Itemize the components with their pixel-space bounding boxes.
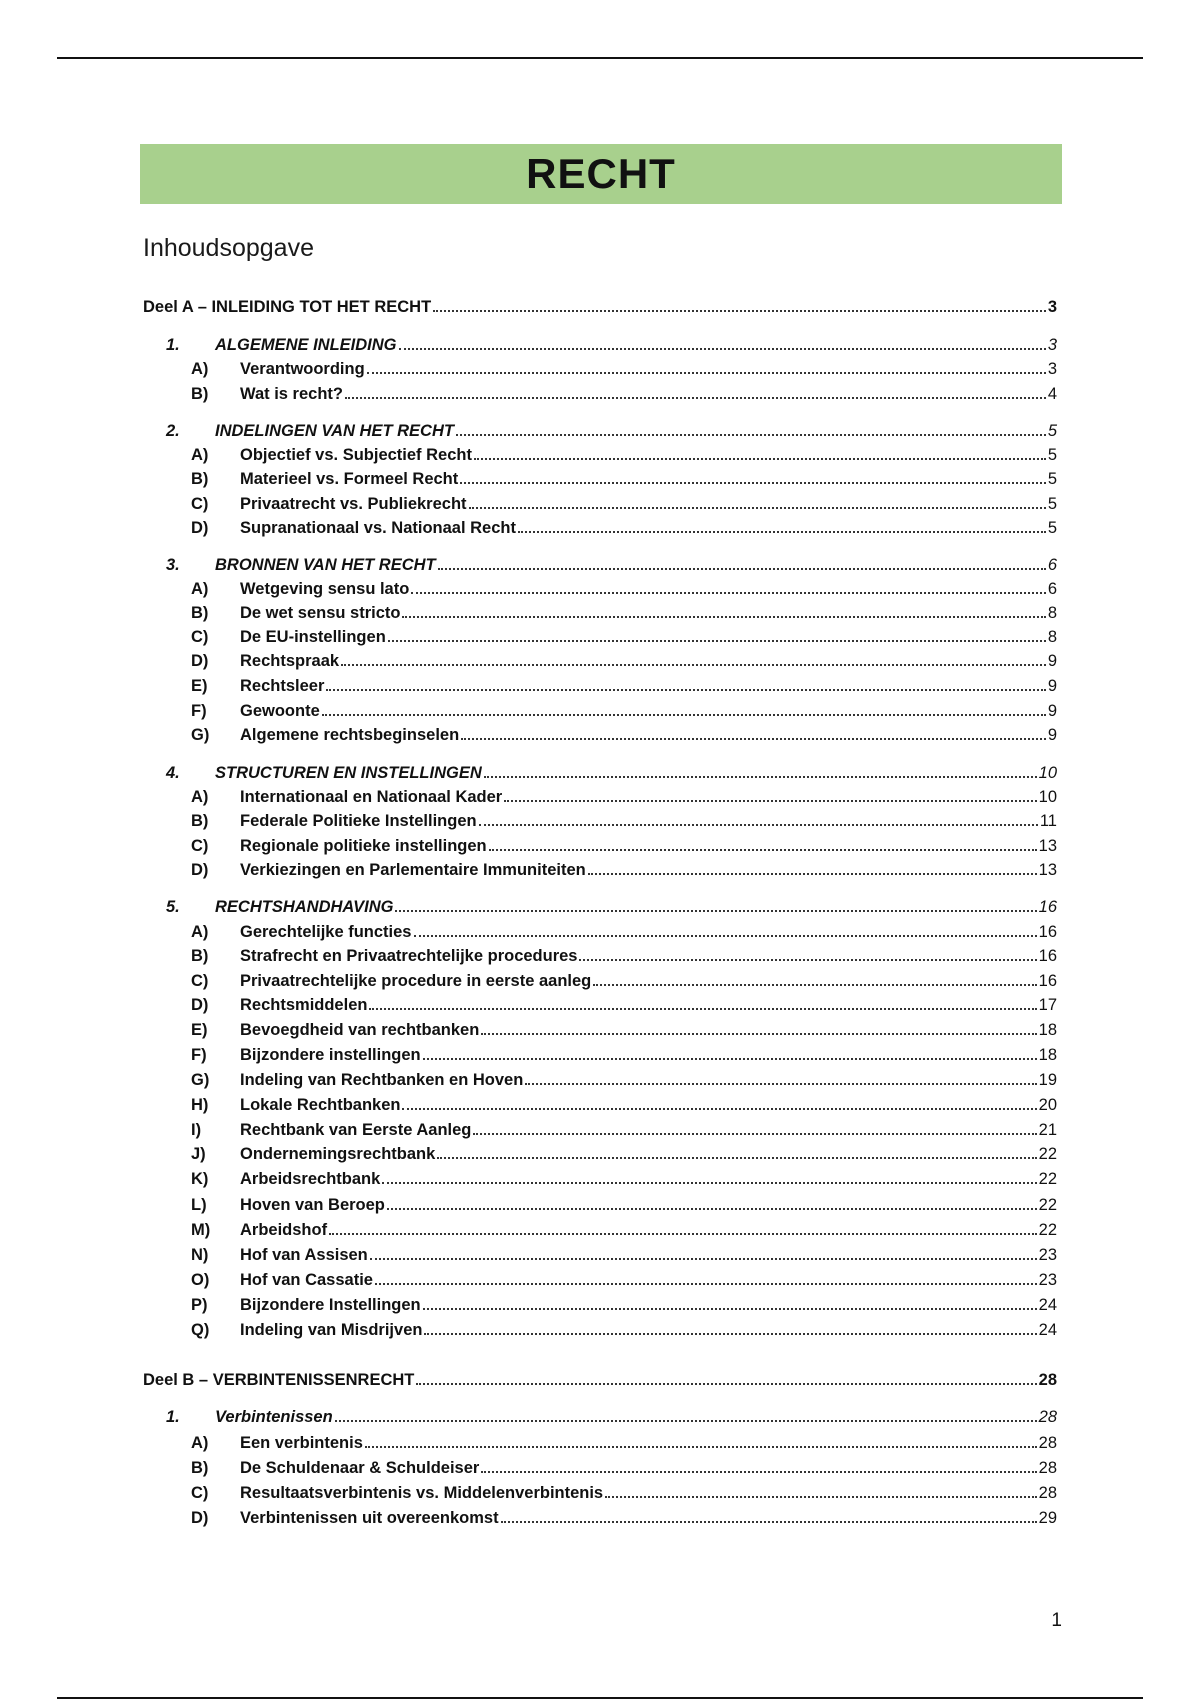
toc-entry-section[interactable] [191, 380, 1057, 404]
toc-entry-number: 2. [166, 422, 180, 440]
toc-dot-leader [341, 663, 1046, 666]
toc-entry-title: BRONNEN VAN HET RECHT [215, 556, 436, 574]
toc-entry-title: Hoven van Beroep [240, 1196, 385, 1214]
toc-entry-title: Arbeidsrechtbank [240, 1170, 381, 1188]
toc-entry-number: B) [191, 947, 209, 965]
toc-entry-section[interactable] [191, 514, 1057, 538]
toc-entry-title: Supranationaal vs. Nationaal Recht [240, 519, 516, 537]
toc-entry-page: 29 [1038, 1509, 1057, 1527]
toc-entry-page: 22 [1038, 1170, 1057, 1188]
toc-entry-number: N) [191, 1246, 209, 1264]
toc-entry-page: 16 [1038, 898, 1057, 916]
toc-entry-title: Hof van Cassatie [240, 1271, 373, 1289]
toc-dot-leader [402, 615, 1045, 618]
toc-entry-section[interactable] [191, 991, 1057, 1015]
toc-entry-section[interactable] [191, 1140, 1057, 1164]
toc-dot-leader [322, 713, 1046, 716]
toc-dot-leader [489, 848, 1037, 851]
toc-entry-chapter[interactable] [166, 417, 1057, 441]
toc-entry-number: O) [191, 1271, 210, 1289]
toc-entry-section[interactable] [191, 1191, 1057, 1215]
toc-dot-leader [460, 481, 1046, 484]
toc-entry-title: Bevoegdheid van rechtbanken [240, 1021, 480, 1039]
toc-entry-section[interactable] [191, 1291, 1057, 1315]
toc-entry-title: Privaatrechtelijke procedure in eerste aanleg [240, 972, 592, 990]
toc-entry-section[interactable] [191, 832, 1057, 856]
toc-entry-page: 21 [1038, 1121, 1057, 1139]
toc-entry-number: E) [191, 677, 208, 695]
toc-dot-leader [525, 1082, 1036, 1085]
toc-entry-number: D) [191, 1509, 209, 1527]
toc-entry-number: D) [191, 652, 209, 670]
toc-entry-page: 8 [1047, 604, 1057, 622]
toc-entry-number: P) [191, 1296, 208, 1314]
toc-entry-number: C) [191, 837, 209, 855]
toc-dot-leader [438, 567, 1046, 570]
page-number: 1 [1051, 1610, 1062, 1631]
toc-entry-number: D) [191, 861, 209, 879]
toc-dot-leader [370, 1257, 1037, 1260]
toc-entry-title: Indeling van Misdrijven [240, 1321, 423, 1339]
toc-entry-title: Indeling van Rechtbanken en Hoven [240, 1071, 524, 1089]
toc-dot-leader [504, 799, 1036, 802]
toc-entry-page: 17 [1038, 996, 1057, 1014]
toc-entry-chapter[interactable] [166, 551, 1057, 575]
toc-entry-number: G) [191, 726, 210, 744]
toc-entry-number: C) [191, 495, 209, 513]
toc-entry-section[interactable] [191, 942, 1057, 966]
toc-entry-chapter[interactable] [166, 331, 1057, 355]
toc-entry-page: 9 [1047, 677, 1057, 695]
toc-entry-page: 16 [1038, 972, 1057, 990]
toc-entry-section[interactable] [191, 490, 1057, 514]
toc-entry-title: Hof van Assisen [240, 1246, 368, 1264]
toc-entry-page: 22 [1038, 1221, 1057, 1239]
toc-entry-number: A) [191, 923, 209, 941]
toc-entry-number: B) [191, 385, 209, 403]
toc-entry-title: Deel B – VERBINTENISSENRECHT [143, 1371, 415, 1389]
toc-entry-title: Rechtspraak [240, 652, 340, 670]
toc-entry-number: A) [191, 360, 209, 378]
toc-entry-title: Strafrecht en Privaatrechtelijke procedures [240, 947, 578, 965]
toc-entry-section[interactable] [191, 1316, 1057, 1340]
toc-entry-page: 23 [1038, 1271, 1057, 1289]
toc-dot-leader [414, 934, 1037, 937]
toc-dot-leader [416, 1382, 1036, 1385]
toc-entry-title: Verkiezingen en Parlementaire Immuniteiten [240, 861, 586, 879]
toc-entry-title: Wetgeving sensu lato [240, 580, 410, 598]
toc-entry-title: Resultaatsverbintenis vs. Middelenverbintenis [240, 1484, 604, 1502]
toc-entry-title: De Schuldenaar & Schuldeiser [240, 1459, 480, 1477]
toc-entry-number: L) [191, 1196, 207, 1214]
toc-entry-number: E) [191, 1021, 208, 1039]
toc-entry-title: Bijzondere instellingen [240, 1046, 421, 1064]
toc-entry-title: RECHTSHANDHAVING [215, 898, 394, 916]
toc-entry-title: Rechtsleer [240, 677, 325, 695]
toc-entry-section[interactable] [191, 1504, 1057, 1528]
toc-entry-section[interactable] [191, 1116, 1057, 1140]
toc-entry-page: 28 [1038, 1459, 1057, 1477]
toc-entry-section[interactable] [191, 1016, 1057, 1040]
toc-entry-title: Objectief vs. Subjectief Recht [240, 446, 472, 464]
toc-entry-number: 3. [166, 556, 180, 574]
toc-entry-number: F) [191, 1046, 207, 1064]
toc-dot-leader [456, 433, 1046, 436]
toc-dot-leader [474, 457, 1046, 460]
toc-dot-leader [461, 737, 1046, 740]
toc-entry-section[interactable] [191, 967, 1057, 991]
toc-entry-number: 5. [166, 898, 180, 916]
toc-entry-number: B) [191, 604, 209, 622]
toc-dot-leader [481, 1470, 1036, 1473]
toc-entry-title: Gerechtelijke functies [240, 923, 412, 941]
toc-dot-leader [402, 1107, 1036, 1110]
toc-entry-section[interactable] [191, 672, 1057, 696]
toc-entry-page: 24 [1038, 1296, 1057, 1314]
toc-entry-number: A) [191, 1434, 209, 1452]
toc-entry-chapter[interactable] [166, 1403, 1057, 1427]
toc-entry-section[interactable] [191, 918, 1057, 942]
toc-entry-section[interactable] [191, 697, 1057, 721]
toc-entry-title: Internationaal en Nationaal Kader [240, 788, 503, 806]
toc-dot-leader [423, 1057, 1037, 1060]
toc-entry-page: 19 [1038, 1071, 1057, 1089]
toc-entry-number: B) [191, 812, 209, 830]
toc-entry-chapter[interactable] [166, 759, 1057, 783]
toc-entry-number: Q) [191, 1321, 210, 1339]
toc-entry-page: 10 [1038, 764, 1057, 782]
toc-entry-section[interactable] [191, 1216, 1057, 1240]
toc-entry-title: Materieel vs. Formeel Recht [240, 470, 459, 488]
toc-entry-page: 9 [1047, 702, 1057, 720]
toc-entry-number: I) [191, 1121, 202, 1139]
toc-entry-number: A) [191, 580, 209, 598]
toc-entry-section[interactable] [191, 441, 1057, 465]
toc-dot-leader [424, 1332, 1036, 1335]
toc-entry-page: 6 [1047, 556, 1057, 574]
toc-entry-part[interactable] [143, 1366, 1057, 1390]
toc-entry-section[interactable] [191, 856, 1057, 880]
toc-entry-section[interactable] [191, 1454, 1057, 1478]
toc-entry-chapter[interactable] [166, 893, 1057, 917]
toc-entry-number: A) [191, 788, 209, 806]
toc-entry-page: 8 [1047, 628, 1057, 646]
toc-entry-title: Regionale politieke instellingen [240, 837, 487, 855]
header-rule [57, 57, 1143, 59]
toc-entry-section[interactable] [191, 599, 1057, 623]
toc-entry-title: Bijzondere Instellingen [240, 1296, 421, 1314]
toc-entry-page: 24 [1038, 1321, 1057, 1339]
toc-entry-section[interactable] [191, 721, 1057, 745]
toc-entry-title: Privaatrecht vs. Publiekrecht [240, 495, 467, 513]
toc-entry-number: 1. [166, 336, 180, 354]
toc-dot-leader [484, 775, 1037, 778]
toc-entry-page: 5 [1047, 519, 1057, 537]
toc-entry-title: Verbintenissen uit overeenkomst [240, 1509, 499, 1527]
toc-dot-leader [382, 1181, 1036, 1184]
toc-entry-page: 28 [1038, 1434, 1057, 1452]
toc-entry-title: Verantwoording [240, 360, 365, 378]
toc-dot-leader [345, 396, 1046, 399]
toc-entry-page: 3 [1047, 336, 1057, 354]
toc-entry-title: Federale Politieke Instellingen [240, 812, 477, 830]
toc-dot-leader [326, 688, 1045, 691]
toc-entry-section[interactable] [191, 1266, 1057, 1290]
toc-entry-number: 4. [166, 764, 180, 782]
toc-entry-page: 28 [1038, 1408, 1057, 1426]
toc-entry-page: 11 [1039, 812, 1057, 830]
toc-entry-page: 28 [1038, 1371, 1057, 1389]
footer-rule [57, 1697, 1143, 1699]
toc-entry-page: 18 [1038, 1046, 1057, 1064]
toc-entry-section[interactable] [191, 1041, 1057, 1065]
title-banner [140, 144, 1062, 204]
toc-entry-page: 22 [1038, 1196, 1057, 1214]
toc-entry-section[interactable] [191, 575, 1057, 599]
toc-entry-section[interactable] [191, 783, 1057, 807]
toc-entry-title: Ondernemingsrechtbank [240, 1145, 436, 1163]
toc-entry-title: De EU-instellingen [240, 628, 386, 646]
toc-entry-section[interactable] [191, 1066, 1057, 1090]
toc-entry-page: 13 [1038, 861, 1057, 879]
toc-entry-title: Een verbintenis [240, 1434, 363, 1452]
toc-entry-page: 5 [1047, 446, 1057, 464]
toc-dot-leader [588, 872, 1037, 875]
toc-dot-leader [369, 1007, 1036, 1010]
toc-entry-page: 13 [1038, 837, 1057, 855]
toc-entry-title: Wat is recht? [240, 385, 343, 403]
toc-entry-section[interactable] [191, 1241, 1057, 1265]
toc-dot-leader [335, 1419, 1037, 1422]
toc-dot-leader [593, 983, 1036, 986]
toc-dot-leader [388, 639, 1046, 642]
toc-entry-part[interactable] [143, 293, 1057, 317]
toc-dot-leader [479, 823, 1038, 826]
toc-entry-number: J) [191, 1145, 206, 1163]
toc-entry-page: 23 [1038, 1246, 1057, 1264]
toc-entry-number: H) [191, 1096, 209, 1114]
toc-entry-page: 3 [1047, 298, 1057, 316]
toc-dot-leader [329, 1232, 1037, 1235]
toc-entry-section[interactable] [191, 807, 1057, 831]
toc-dot-leader [518, 530, 1046, 533]
toc-entry-number: D) [191, 519, 209, 537]
toc-dot-leader [469, 506, 1046, 509]
toc-entry-section[interactable] [191, 465, 1057, 489]
toc-entry-number: K) [191, 1170, 209, 1188]
toc-dot-leader [365, 1445, 1037, 1448]
toc-entry-page: 20 [1038, 1096, 1057, 1114]
toc-entry-title: Lokale Rechtbanken [240, 1096, 401, 1114]
toc-entry-title: De wet sensu stricto [240, 604, 401, 622]
toc-dot-leader [481, 1032, 1036, 1035]
toc-entry-page: 10 [1038, 788, 1057, 806]
toc-entry-title: INDELINGEN VAN HET RECHT [215, 422, 454, 440]
toc-entry-number: C) [191, 1484, 209, 1502]
toc-entry-page: 5 [1047, 495, 1057, 513]
toc-dot-leader [433, 309, 1046, 312]
toc-entry-page: 16 [1038, 947, 1057, 965]
toc-entry-page: 6 [1047, 580, 1057, 598]
toc-entry-section[interactable] [191, 647, 1057, 671]
toc-entry-page: 28 [1038, 1484, 1057, 1502]
toc-entry-section[interactable] [191, 623, 1057, 647]
toc-entry-section[interactable] [191, 1165, 1057, 1189]
toc-dot-leader [501, 1520, 1037, 1523]
toc-dot-leader [395, 909, 1036, 912]
toc-entry-page: 9 [1047, 726, 1057, 744]
toc-entry-title: Arbeidshof [240, 1221, 328, 1239]
toc-dot-leader [579, 958, 1036, 961]
document-title: RECHT [526, 150, 676, 197]
toc-dot-leader [367, 371, 1046, 374]
toc-entry-title: ALGEMENE INLEIDING [215, 336, 397, 354]
toc-entry-section[interactable] [191, 1429, 1057, 1453]
toc-entry-title: STRUCTUREN EN INSTELLINGEN [215, 764, 482, 782]
toc-entry-number: C) [191, 628, 209, 646]
toc-entry-number: M) [191, 1221, 211, 1239]
toc-dot-leader [423, 1307, 1037, 1310]
toc-entry-page: 4 [1047, 385, 1057, 403]
toc-entry-title: Deel A – INLEIDING TOT HET RECHT [143, 298, 432, 316]
toc-entry-number: A) [191, 446, 209, 464]
toc-entry-title: Verbintenissen [215, 1408, 333, 1426]
toc-entry-number: B) [191, 1459, 209, 1477]
toc-dot-leader [387, 1207, 1037, 1210]
toc-entry-page: 5 [1047, 470, 1057, 488]
toc-entry-page: 3 [1047, 360, 1057, 378]
toc-entry-section[interactable] [191, 1479, 1057, 1503]
toc-entry-page: 18 [1038, 1021, 1057, 1039]
toc-entry-title: Gewoonte [240, 702, 320, 720]
toc-entry-number: D) [191, 996, 209, 1014]
toc-entry-page: 16 [1038, 923, 1057, 941]
toc-entry-page: 9 [1047, 652, 1057, 670]
toc-heading: Inhoudsopgave [143, 234, 314, 262]
toc-dot-leader [473, 1132, 1036, 1135]
toc-entry-number: 1. [166, 1408, 180, 1426]
toc-entry-title: Rechtbank van Eerste Aanleg [240, 1121, 472, 1139]
toc-entry-page: 5 [1047, 422, 1057, 440]
toc-entry-number: G) [191, 1071, 210, 1089]
toc-entry-number: F) [191, 702, 207, 720]
toc-entry-section[interactable] [191, 355, 1057, 379]
toc-entry-section[interactable] [191, 1091, 1057, 1115]
toc-dot-leader [605, 1495, 1037, 1498]
toc-dot-leader [375, 1282, 1037, 1285]
toc-entry-number: C) [191, 972, 209, 990]
toc-entry-number: B) [191, 470, 209, 488]
toc-entry-title: Algemene rechtsbeginselen [240, 726, 460, 744]
toc-dot-leader [437, 1156, 1036, 1159]
toc-entry-title: Rechtsmiddelen [240, 996, 368, 1014]
toc-entry-page: 22 [1038, 1145, 1057, 1163]
toc-dot-leader [399, 347, 1046, 350]
toc-dot-leader [411, 591, 1046, 594]
